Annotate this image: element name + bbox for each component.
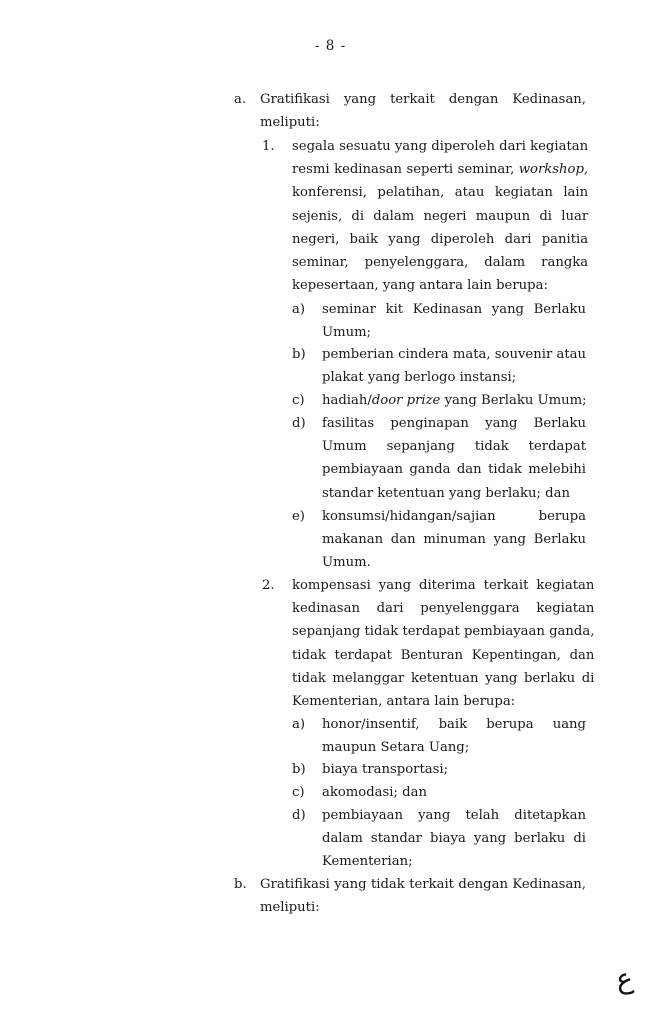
list-marker: b) <box>292 762 306 777</box>
text-line: kepesertaan, yang antara lain berupa: <box>292 278 548 294</box>
page-number: - 8 - <box>314 38 347 54</box>
text-line: Kementerian; <box>322 854 413 870</box>
text-line: Gratifikasi yang tidak terkait dengan Kedinasan, <box>260 877 586 892</box>
text-line: maupun Setara Uang; <box>322 740 470 756</box>
text-line: fasilitas penginapan yang Berlaku <box>322 416 586 431</box>
list-marker: b. <box>234 877 247 892</box>
list-item-b <box>234 873 586 919</box>
handwritten-initial: ع <box>614 960 636 997</box>
text-line: resmi kedinasan seperti seminar, workshop, <box>292 162 589 178</box>
list-item-a-2-a <box>292 713 586 759</box>
list-item-a-1 <box>262 135 589 297</box>
list-item-a-2 <box>262 574 595 713</box>
text-line: konferensi, pelatihan, atau kegiatan lain <box>292 185 589 201</box>
text-line: plakat yang berlogo instansi; <box>322 370 517 386</box>
text-line: akomodasi; dan <box>322 785 427 800</box>
text-line: kedinasan dari penyelenggara kegiatan <box>292 601 595 617</box>
text-line: pembiayaan ganda dan tidak melebihi <box>322 462 586 478</box>
list-item-a-2-c <box>292 781 586 804</box>
list-marker: d) <box>292 808 306 823</box>
text-line: tidak terdapat Benturan Kepentingan, dan <box>292 647 595 663</box>
text-line: seminar, penyelenggara, dalam rangka <box>292 254 589 270</box>
text-line: negeri, baik yang diperoleh dari panitia <box>292 231 589 247</box>
text-line: Umum sepanjang tidak terdapat <box>322 439 586 455</box>
list-item-a-2-d <box>292 804 586 874</box>
text-line: honor/insentif, baik berupa uang <box>322 717 586 732</box>
list-item-a-1-c <box>292 389 586 412</box>
text-line: pemberian cindera mata, souvenir atau <box>322 347 586 362</box>
list-marker: c) <box>292 393 305 408</box>
list-item-a-1-a <box>292 298 586 344</box>
text-line: dalam standar biaya yang berlaku di <box>322 831 586 847</box>
text-line: Gratifikasi yang terkait dengan Kedinasan, <box>260 92 586 107</box>
text-line: biaya transportasi; <box>322 762 449 777</box>
list-item-a-1-d <box>292 412 586 505</box>
text-line: tidak melanggar ketentuan yang berlaku di <box>292 670 595 686</box>
list-marker: e) <box>292 509 305 524</box>
text-line: meliputi: <box>260 115 320 131</box>
text-line: Kementerian, antara lain berupa: <box>292 693 516 709</box>
list-marker: d) <box>292 416 306 431</box>
list-marker: a) <box>292 717 306 732</box>
text-line: kompensasi yang diterima terkait kegiatan <box>292 578 595 593</box>
text-line: Umum; <box>322 325 372 341</box>
list-marker: b) <box>292 347 306 362</box>
list-marker: 2. <box>262 578 275 593</box>
text-line: Umum. <box>322 555 371 571</box>
list-item-a <box>234 88 586 134</box>
text-line: seminar kit Kedinasan yang Berlaku <box>322 302 586 317</box>
text-line: pembiayaan yang telah ditetapkan <box>322 808 586 823</box>
text-line: standar ketentuan yang berlaku; dan <box>322 485 570 501</box>
text-line: segala sesuatu yang diperoleh dari kegiatan <box>292 139 589 154</box>
list-item-a-1-e <box>292 505 586 575</box>
text-line: konsumsi/hidangan/sajian berupa <box>322 509 586 524</box>
list-marker: a) <box>292 302 306 317</box>
list-marker: 1. <box>262 139 275 154</box>
text-line: sejenis, di dalam negeri maupun di luar <box>292 208 589 224</box>
text-line: hadiah/door prize yang Berlaku Umum; <box>322 393 587 408</box>
text-line: makanan dan minuman yang Berlaku <box>322 532 586 548</box>
list-marker: c) <box>292 785 305 800</box>
text-line: sepanjang tidak terdapat pembiayaan ganda, <box>292 624 595 640</box>
list-marker: a. <box>234 92 247 107</box>
list-item-a-1-b <box>292 343 586 389</box>
list-item-a-2-b <box>292 758 586 781</box>
text-line: meliputi: <box>260 900 320 916</box>
